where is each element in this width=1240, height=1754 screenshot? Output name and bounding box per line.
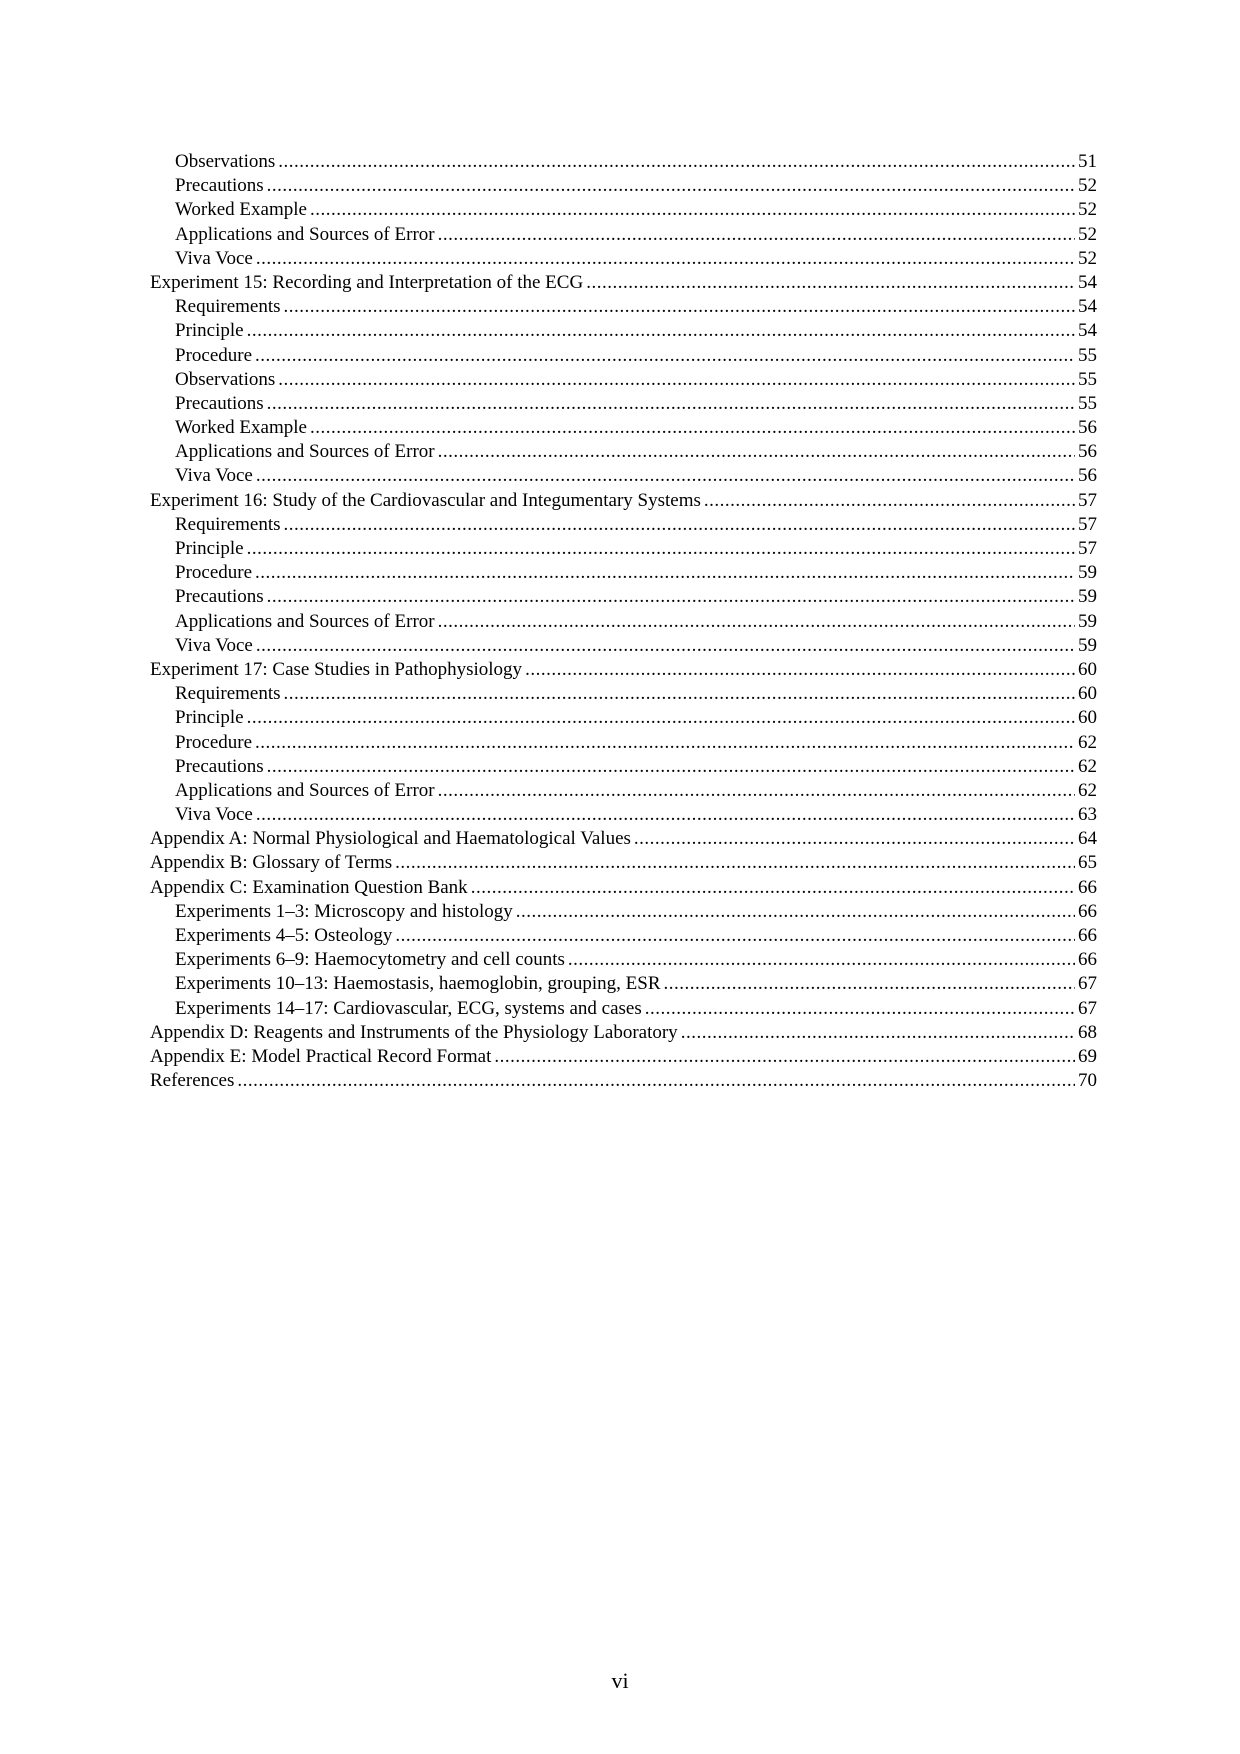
toc-entry-subsection[interactable]: [150, 295, 1097, 319]
toc-entry-title: Viva Voce: [175, 804, 253, 826]
toc-dot-leader: [681, 1021, 1075, 1045]
toc-entry-page-number: 62: [1078, 731, 1097, 753]
toc-entry-title: Applications and Sources of Error: [175, 223, 435, 245]
toc-entry-page-number: 66: [1078, 949, 1097, 971]
toc-entry-page-number: 54: [1078, 296, 1097, 318]
toc-entry-subsection[interactable]: [150, 682, 1097, 706]
toc-entry-title: Precautions: [175, 392, 264, 414]
toc-entry-title: Experiment 16: Study of the Cardiovascular and Integumentary Systems: [150, 489, 701, 511]
toc-entry-section[interactable]: [150, 1069, 1097, 1093]
toc-entry-title: Observations: [175, 368, 276, 390]
page-number: vi: [611, 1668, 629, 1693]
toc-entry-page-number: 59: [1078, 562, 1097, 584]
toc-entry-title: Appendix C: Examination Question Bank: [150, 876, 468, 898]
toc-dot-leader: [256, 803, 1075, 827]
toc-entry-title: Experiment 17: Case Studies in Pathophysiology: [150, 658, 523, 680]
toc-entry-title: Appendix B: Glossary of Terms: [150, 852, 393, 874]
toc-entry-section[interactable]: [150, 658, 1097, 682]
toc-entry-subsection[interactable]: [150, 319, 1097, 343]
toc-entry-page-number: 60: [1078, 683, 1097, 705]
toc-entry-page-number: 56: [1078, 441, 1097, 463]
toc-entry-section[interactable]: [150, 271, 1097, 295]
toc-dot-leader: [438, 440, 1075, 464]
toc-entry-subsection[interactable]: [150, 150, 1097, 174]
toc-entry-title: Appendix A: Normal Physiological and Haematological Values: [150, 828, 631, 850]
toc-entry-subsection[interactable]: [150, 731, 1097, 755]
toc-entry-subsection[interactable]: [150, 803, 1097, 827]
toc-entry-title: Precautions: [175, 755, 264, 777]
toc-dot-leader: [278, 368, 1075, 392]
toc-entry-page-number: 57: [1078, 489, 1097, 511]
toc-dot-leader: [256, 464, 1075, 488]
toc-dot-leader: [255, 344, 1075, 368]
toc-entry-page-number: 55: [1078, 368, 1097, 390]
toc-entry-subsection[interactable]: [150, 634, 1097, 658]
toc-dot-leader: [256, 634, 1075, 658]
toc-entry-subsection[interactable]: [150, 972, 1097, 996]
toc-entry-subsection[interactable]: [150, 513, 1097, 537]
toc-entry-title: Worked Example: [175, 199, 307, 221]
toc-dot-leader: [525, 658, 1075, 682]
toc-entry-page-number: 57: [1078, 538, 1097, 559]
toc-entry-subsection[interactable]: [150, 392, 1097, 416]
toc-dot-leader: [568, 948, 1075, 972]
toc-entry-subsection[interactable]: [150, 368, 1097, 392]
toc-entry-title: Viva Voce: [175, 465, 253, 487]
toc-dot-leader: [237, 1069, 1075, 1093]
toc-entry-title: Experiment 15: Recording and Interpretation of the ECG: [150, 271, 584, 293]
toc-entry-subsection[interactable]: [150, 585, 1097, 609]
toc-dot-leader: [284, 513, 1075, 537]
toc-entry-subsection[interactable]: [150, 706, 1097, 730]
toc-dot-leader: [438, 610, 1075, 634]
toc-entry-title: Principle: [175, 320, 244, 342]
toc-entry-page-number: 62: [1078, 779, 1097, 801]
toc-entry-title: Appendix D: Reagents and Instruments of the Physiology Laboratory: [150, 1021, 678, 1043]
toc-entry-page-number: 54: [1078, 320, 1097, 342]
toc-entry-title: Worked Example: [175, 417, 307, 439]
toc-entry-title: Applications and Sources of Error: [175, 610, 435, 632]
toc-entry-page-number: 65: [1078, 852, 1097, 874]
toc-entry-title: Experiments 4–5: Osteology: [175, 925, 393, 946]
toc-entry-title: Requirements: [175, 683, 281, 705]
toc-entry-title: Principle: [175, 707, 244, 729]
toc-entry-page-number: 63: [1078, 804, 1097, 826]
toc-entry-subsection[interactable]: [150, 344, 1097, 368]
toc-dot-leader: [664, 972, 1075, 996]
toc-dot-leader: [634, 827, 1075, 851]
toc-entry-subsection[interactable]: [150, 997, 1097, 1021]
toc-entry-page-number: 62: [1078, 755, 1097, 777]
toc-entry-title: Experiments 10–13: Haemostasis, haemoglobin, grouping, ESR: [175, 973, 661, 995]
toc-dot-leader: [278, 150, 1075, 174]
toc-entry-page-number: 69: [1078, 1045, 1097, 1067]
toc-dot-leader: [284, 295, 1075, 319]
toc-entry-section[interactable]: [150, 1045, 1097, 1069]
toc-dot-leader: [267, 174, 1075, 198]
toc-entry-page-number: 66: [1078, 900, 1097, 922]
toc-entry-page-number: 68: [1078, 1021, 1097, 1043]
toc-entry-subsection[interactable]: [150, 464, 1097, 488]
toc-entry-title: Viva Voce: [175, 634, 253, 656]
toc-entry-title: Experiments 6–9: Haemocytometry and cell counts: [175, 949, 565, 971]
toc-entry-subsection[interactable]: [150, 610, 1097, 634]
toc-dot-leader: [704, 489, 1075, 513]
toc-entry-page-number: 67: [1078, 973, 1097, 995]
toc-entry-section[interactable]: [150, 876, 1097, 900]
toc-entry-title: Precautions: [175, 175, 264, 197]
toc-dot-leader: [247, 319, 1075, 343]
toc-entry-subsection[interactable]: [150, 900, 1097, 924]
toc-entry-page-number: 70: [1078, 1070, 1097, 1092]
toc-dot-leader: [395, 851, 1075, 875]
toc-dot-leader: [256, 247, 1075, 271]
toc-entry-subsection[interactable]: [150, 924, 1097, 948]
toc-entry-subsection[interactable]: [150, 198, 1097, 222]
toc-entry-page-number: 57: [1078, 513, 1097, 535]
toc-dot-leader: [310, 198, 1075, 222]
toc-entry-subsection[interactable]: [150, 537, 1097, 561]
toc-dot-leader: [586, 271, 1075, 295]
toc-entry-section[interactable]: [150, 1021, 1097, 1045]
toc-entry-section[interactable]: [150, 827, 1097, 851]
toc-entry-subsection[interactable]: [150, 755, 1097, 779]
toc-entry-subsection[interactable]: [150, 561, 1097, 585]
toc-dot-leader: [310, 416, 1075, 440]
toc-entry-title: Experiments 14–17: Cardiovascular, ECG, systems and cases: [175, 997, 642, 1019]
toc-entry-page-number: 66: [1078, 925, 1097, 946]
toc-entry-title: Viva Voce: [175, 247, 253, 269]
toc-dot-leader: [267, 392, 1075, 416]
toc-entry-title: Applications and Sources of Error: [175, 779, 435, 801]
toc-entry-page-number: 59: [1078, 610, 1097, 632]
toc-dot-leader: [247, 706, 1075, 730]
toc-dot-leader: [284, 682, 1075, 706]
toc-entry-page-number: 52: [1078, 175, 1097, 197]
toc-entry-page-number: 66: [1078, 876, 1097, 898]
toc-entry-page-number: 59: [1078, 634, 1097, 656]
toc-dot-leader: [645, 997, 1075, 1021]
toc-entry-subsection[interactable]: [150, 440, 1097, 464]
toc-entry-page-number: 55: [1078, 392, 1097, 414]
toc-entry-page-number: 67: [1078, 997, 1097, 1019]
toc-dot-leader: [438, 223, 1075, 247]
toc-dot-leader: [247, 537, 1075, 561]
toc-entry-page-number: 59: [1078, 586, 1097, 608]
toc-entry-title: Principle: [175, 538, 244, 559]
toc-dot-leader: [516, 900, 1075, 924]
toc-entry-subsection[interactable]: [150, 223, 1097, 247]
toc-entry-page-number: 64: [1078, 828, 1097, 850]
toc-dot-leader: [267, 755, 1075, 779]
toc-entry-title: Requirements: [175, 296, 281, 318]
toc-entry-page-number: 54: [1078, 271, 1097, 293]
toc-entry-title: Experiments 1–3: Microscopy and histology: [175, 900, 513, 922]
toc-entry-title: Procedure: [175, 562, 253, 584]
toc-entry-page-number: 52: [1078, 247, 1097, 269]
toc-entry-subsection[interactable]: [150, 247, 1097, 271]
toc-entry-title: Requirements: [175, 513, 281, 535]
toc-entry-subsection[interactable]: [150, 948, 1097, 972]
toc-entry-subsection[interactable]: [150, 416, 1097, 440]
toc-entry-title: Applications and Sources of Error: [175, 441, 435, 463]
toc-entry-page-number: 52: [1078, 223, 1097, 245]
toc-dot-leader: [494, 1045, 1075, 1069]
toc-entry-page-number: 56: [1078, 417, 1097, 439]
toc-dot-leader: [267, 585, 1075, 609]
toc-entry-page-number: 60: [1078, 707, 1097, 729]
toc-entry-page-number: 56: [1078, 465, 1097, 487]
toc-entry-title: References: [150, 1070, 235, 1092]
toc-entry-title: Procedure: [175, 344, 253, 366]
toc-dot-leader: [255, 561, 1075, 585]
toc-dot-leader: [438, 779, 1075, 803]
toc-entry-page-number: 60: [1078, 658, 1097, 680]
toc-entry-subsection[interactable]: [150, 174, 1097, 198]
toc-dot-leader: [471, 876, 1075, 900]
toc-entry-title: Precautions: [175, 586, 264, 608]
toc-entry-section[interactable]: [150, 851, 1097, 875]
toc-entry-page-number: 55: [1078, 344, 1097, 366]
toc-entry-page-number: 52: [1078, 199, 1097, 221]
toc-entry-title: Procedure: [175, 731, 253, 753]
table-of-contents: [150, 150, 1097, 1093]
toc-entry-section[interactable]: [150, 489, 1097, 513]
toc-dot-leader: [255, 731, 1075, 755]
toc-dot-leader: [395, 924, 1075, 948]
toc-entry-title: Observations: [175, 151, 276, 172]
toc-entry-title: Appendix E: Model Practical Record Format: [150, 1045, 492, 1067]
toc-entry-page-number: 51: [1078, 151, 1097, 172]
toc-entry-subsection[interactable]: [150, 779, 1097, 803]
